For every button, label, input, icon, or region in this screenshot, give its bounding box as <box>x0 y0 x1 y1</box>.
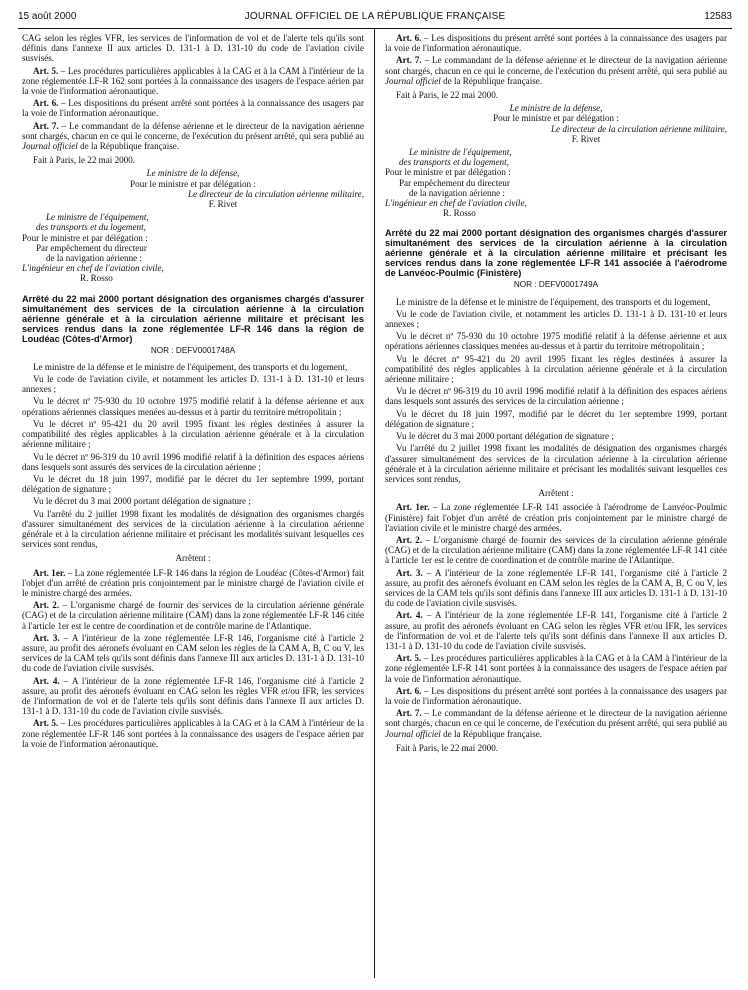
visa: Vu l'arrêté du 2 juillet 1998 fixant les modalités de désignation des organismes chargés d'assurer simultanément des services de la circulation aérienne à la circulation aérienne générale et à la circulation aérienne militaire et précisant les modalités suivant lesquelles ces services sont rendus, <box>385 443 727 484</box>
header-rule <box>18 28 732 29</box>
article-label: Art. 5. <box>33 65 59 76</box>
right-column <box>385 33 727 756</box>
signature-equipement: Le ministre de l'équipement, des transports et du logement, Pour le ministre et par délégation : Par empêchement du directeur de la navigation aérienne : L'ingénieur en chef de l'aviation civile, R. Rosso <box>385 147 527 219</box>
article-1: Art. 1er. – La zone réglementée LF-R 146 dans la région de Loudéac (Côtes-d'Armor) fait l'objet d'un arrêté de création pris conjointement par le ministre chargé de l'aviation civile et le ministre chargé des armées. <box>22 567 364 598</box>
arretent: Arrêtent : <box>175 553 211 564</box>
visa: Vu le décret nº 95-421 du 20 avril 1995 fixant les règles destinées à assurer la compatibilité des règles applicables à la circulation aérienne générale et à la circulation aérienne militaire ; <box>22 418 364 450</box>
visa: Vu le décret nº 75-930 du 10 octobre 1975 modifié relatif à la défense aérienne et aux opérations aériennes classiques menées au-dessus et à partir du territoire métropolitain ; <box>385 331 727 352</box>
decree-title: Arrêté du 22 mai 2000 portant désignation des organismes chargés d'assurer simultanément des services de la circulation aérienne à la circulation aérienne générale et à la circulation aérienne militaire et précisant les services rendus dans la zone réglementée LF-R 146 dans la région de Loudéac (Côtes-d'Armor) <box>22 293 364 344</box>
article-6b: Art. 6. – Les dispositions du présent arrêté sont portées à la connaissance des usagers par la voie de l'information aéronautique. <box>385 685 727 706</box>
visa: Vu le code de l'aviation civile, et notamment les articles D. 131-1 à D. 131-10 et leurs annexes ; <box>22 374 364 395</box>
visa: Vu le décret du 18 juin 1997, modifié par le décret du 1er septembre 1999, portant délégation de signature ; <box>385 408 727 429</box>
visa: Vu le code de l'aviation civile, et notamment les articles D. 131-1 à D. 131-10 et leurs annexes ; <box>385 308 727 330</box>
article-5b: Art. 5. – Les procédures particulières applicables à la CAG et à la CAM à l'intérieur de la zone réglementée LF-R 146 sont portées à la connaissance des usagers de l'espace aérien par la voie de l'information aéronautique. <box>22 718 365 749</box>
intro: Le ministre de la défense et le ministre de l'équipement, des transports et du logement, <box>33 361 348 372</box>
journal-title: JOURNAL OFFICIEL DE LA RÉPUBLIQUE FRANÇAISE <box>244 11 506 22</box>
article-5: Art. 5. – Les procédures particulières applicables à la CAG et à la CAM à l'intérieur de la zone réglementée LF-R 141 sont portées à la connaissance des usagers de l'espace aérien par la voie de l'information aéronautique. <box>385 653 728 684</box>
visa: Vu le décret nº 95-421 du 20 avril 1995 fixant les règles destinées à assurer la compatibilité des règles applicables à la circulation aérienne générale et à la circulation aérienne militaire ; <box>385 353 727 385</box>
left-column <box>22 33 364 751</box>
article-label: Art. 7. <box>33 120 59 131</box>
column-divider <box>374 28 375 978</box>
fait-line-final: Fait à Paris, le 22 mai 2000. <box>396 742 499 753</box>
article-7b: Art. 7. – Le commandant de la défense aérienne et le directeur de la navigation aérienne sont chargés, chacun en ce qui le concerne, de l'exécution du présent arrêté, qui sera publié au Journal officiel de la République française. <box>385 708 727 739</box>
article-3: Art. 3. – A l'intérieur de la zone réglementée LF-R 146, l'organisme cité à l'article 2 assure, au profit des aéronefs évoluant en CAM selon les règles de la CAM A, B, C ou V, les services de la CAM tels qu'ils sont définis dans l'annexe III aux articles D. 131-1 à D. 131-10 du code de l'aviation civile susvisés. <box>22 632 364 674</box>
article-4: Art. 4. – A l'intérieur de la zone réglementée LF-R 146, l'organisme cité à l'article 2 assure, au profit des aéronefs évoluant en CAG selon les règles VFR et/ou IFR, les services de l'information de vol et de l'alerte tels qu'ils sont définis dans l'annexe II aux articles D. 131-1 à D. 131-10 du code de l'aviation civile susvisés. <box>22 675 364 717</box>
visa: Vu le décret nº 96-319 du 10 avril 1996 modifié relatif à la définition des espaces aériens dans lesquels sont assurés des services de la circulation aérienne ; <box>22 451 364 472</box>
signature-defense: Le ministre de la défense, Pour le ministre et par délégation : Le directeur de la circulation aérienne militaire, F. Rivet <box>493 103 727 144</box>
article-6: Art. 6. – Les dispositions du présent arrêté sont portées à la connaissance des usagers par la voie de l'information aéronautique. <box>385 33 727 54</box>
article-label: Art. 6. <box>33 98 59 109</box>
signature-defense: Le ministre de la défense, Pour le ministre et par délégation : Le directeur de la circulation aérienne militaire, F. Rivet <box>130 168 364 210</box>
arretent: Arrêtent : <box>538 488 574 499</box>
decree-title: Arrêté du 22 mai 2000 portant désignation des organismes chargés d'assurer simultanément des services de la circulation aérienne à la circulation aérienne générale et à la circulation aérienne militaire et précisant les services rendus dans la zone réglementée LF-R 141 associée à l'aérodrome de Lanvéoc-Poulmic (Finistère) <box>385 228 727 279</box>
issue-date: 15 août 2000 <box>18 11 77 22</box>
visa: Vu l'arrêté du 2 juillet 1998 fixant les modalités de désignation des organismes chargés d'assurer simultanément des services de la circulation aérienne à la circulation aérienne générale et à la circulation aérienne militaire et précisant les modalités suivant lesquelles ces services sont rendus, <box>22 508 364 550</box>
article-1: Art. 1er. – La zone réglementée LF-R 141 associée à l'aérodrome de Lanvéoc-Poulmic (Finistère) fait l'objet d'un arrêté de création pris conjointement par le ministre chargé de l'aviation civile et le ministre chargé des armées. <box>385 502 727 533</box>
signature-equipement: Le ministre de l'équipement, des transports et du logement, Pour le ministre et par délégation : Par empêchement du directeur de la navigation aérienne : L'ingénieur en chef de l'aviation civile, R. Rosso <box>22 212 164 284</box>
visa: Vu le décret du 3 mai 2000 portant délégation de signature ; <box>33 496 251 507</box>
continued-paragraph: CAG selon les règles VFR, les services de l'information de vol et de l'alerte tels qu'ils sont définis dans l'annexe II aux articles D. 131-1 à D. 131-10 du code de l'aviation civile susvisés. <box>22 33 364 64</box>
article-4: Art. 4. – A l'intérieur de la zone réglementée LF-R 141, l'organisme cité à l'article 2 assure, au profit des aéronefs évoluant en CAG selon les règles VFR et/ou IFR, les services de l'information de vol et de l'alerte tels qu'ils sont définis dans l'annexe II aux articles D. 131-1 à D. 131-10 du code de l'aviation civile susvisés. <box>385 610 727 651</box>
visa: Vu le décret du 3 mai 2000 portant délégation de signature ; <box>396 431 614 442</box>
article-7: Art. 7. – Le commandant de la défense aérienne et le directeur de la navigation aérienne sont chargés, chacun en ce qui le concerne, de l'exécution du présent arrêté, qui sera publié au Journal officiel de la République française. <box>385 55 727 86</box>
article-2: Art. 2. – L'organisme chargé de fournir des services de la circulation aérienne générale (CAG) et de la circulation aérienne militaire (CAM) dans la zone réglementée LF-R 146 citée à l'article 1er est le centre de coordination et de contrôle marine de l'Atlantique. <box>22 600 365 631</box>
article-3: Art. 3. – A l'intérieur de la zone réglementée LF-R 141, l'organisme cité à l'article 2 assure, au profit des aéronefs évoluant en CAM selon les règles de la CAM A, B, C ou V, les services de la CAM tels qu'ils sont définis dans l'annexe III aux articles D. 131-1 à D. 131-10 du code de l'aviation civile susvisés. <box>385 567 727 609</box>
article-2: Art. 2. – L'organisme chargé de fournir des services de la circulation aérienne générale (CAG) et de la circulation aérienne militaire (CAM) dans la zone réglementée LF-R 141 citée à l'article 1er est le centre de coordination et de contrôle marine de l'Atlantique. <box>385 534 728 566</box>
page-header <box>18 11 732 25</box>
article-5: Art. 5. – Les procédures particulières applicables à la CAG et à la CAM à l'intérieur de la zone réglementée LF-R 162 sont portées à la connaissance des usagers de l'espace aérien par la voie de l'information aéronautique. <box>22 65 365 97</box>
visa: Vu le décret du 18 juin 1997, modifié par le décret du 1er septembre 1999, portant délégation de signature ; <box>22 473 364 495</box>
nor-reference: NOR : DEFV0001749A <box>513 280 599 290</box>
article-7: Art. 7. – Le commandant de la défense aérienne et le directeur de la navigation aérienne sont chargés, chacun en ce qui le concerne, de l'exécution du présent arrêté, qui sera publié au Journal officiel de la République française. <box>22 120 364 152</box>
visa: Vu le décret nº 96-319 du 10 avril 1996 modifié relatif à la définition des espaces aériens dans lesquels sont assurés des services de la circulation aérienne ; <box>385 386 727 407</box>
fait-line: Fait à Paris, le 22 mai 2000. <box>396 90 499 101</box>
page-number: 12583 <box>704 11 732 22</box>
intro: Le ministre de la défense et le ministre de l'équipement, des transports et du logement, <box>396 296 711 307</box>
article-6: Art. 6. – Les dispositions du présent arrêté sont portées à la connaissance des usagers par la voie de l'information aéronautique. <box>22 98 364 119</box>
nor-reference: NOR : DEFV0001748A <box>150 345 236 355</box>
fait-line: Fait à Paris, le 22 mai 2000. <box>33 155 136 166</box>
visa: Vu le décret nº 75-930 du 10 octobre 1975 modifié relatif à la défense aérienne et aux opérations aériennes classiques menées au-dessus et à partir du territoire métropolitain ; <box>22 396 364 417</box>
